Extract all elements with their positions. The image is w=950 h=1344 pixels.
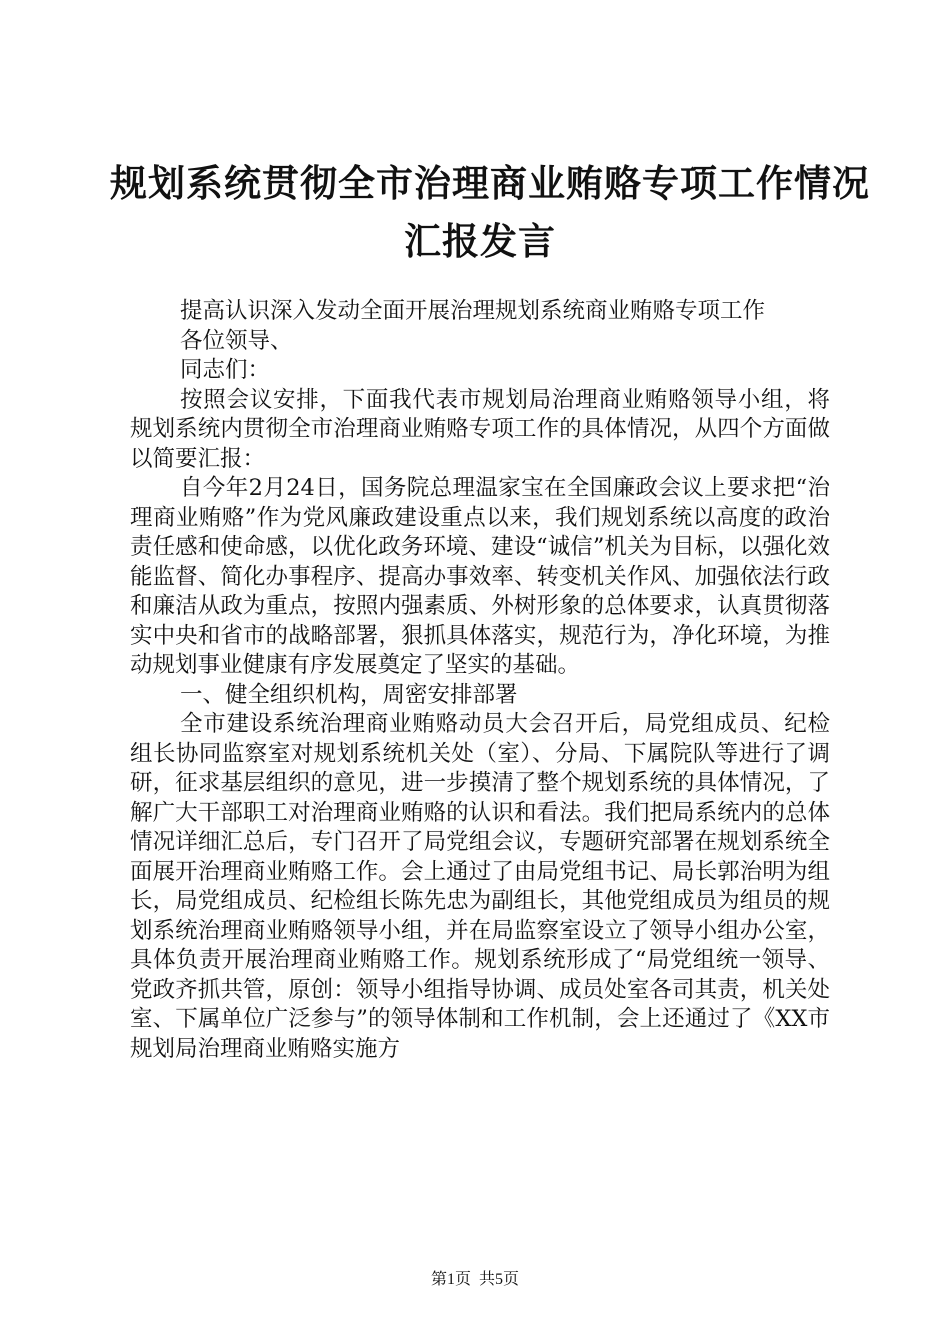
section-1-paragraph: 全市建设系统治理商业贿赂动员大会召开后，局党组成员、纪检组长协同监察室对规划系统机关处（室）、分局、下属院队等进行了调研，征求基层组织的意见，进一步摸清了整个规划系统的具体情况，了解广大干部职工对治理商业贿赂的认识和看法。我们把局系统内的总体情况详细汇总后，专门召开了局党组会议，专题研究部署在规划系统全面展开治理商业贿赂工作。会上通过了由局党组书记、局长郭治明为组长，局党组成员、纪检组长陈先忠为副组长，其他党组成员为组员的规划系统治理商业贿赂领导小组，并在局监察室设立了领导小组办公室，具体负责开展治理商业贿赂工作。规划系统形成了“局党组统一领导、党政齐抓共管，原创：领导小组指导协调、成员处室各司其责，机关处室、下属单位广泛参与”的领导体制和工作机制，会上还通过了《XX市规划局治理商业贿赂实施方	[130, 711, 830, 1062]
document-title-line-2: 汇报发言	[404, 220, 556, 263]
page-total: 共5页	[479, 1271, 520, 1288]
page-footer	[0, 1270, 950, 1290]
salutation-leaders: 各位领导、	[180, 327, 293, 354]
page-number: 第1页	[430, 1271, 471, 1288]
intro-paragraph: 按照会议安排，下面我代表市规划局治理商业贿赂领导小组，将规划系统内贯彻全市治理商业贿赂专项工作的具体情况，从四个方面做以简要汇报：	[130, 386, 830, 472]
subtitle-paragraph: 提高认识深入发动全面开展治理规划系统商业贿赂专项工作	[180, 298, 766, 324]
salutation-comrades: 同志们：	[180, 357, 271, 383]
section-heading-1: 一、健全组织机构，周密安排部署	[180, 681, 518, 708]
background-paragraph: 自今年2月24日，国务院总理温家宝在全国廉政会议上要求把“治理商业贿赂”作为党风廉政建设重点以来，我们规划系统以高度的政治责任感和使命感，以优化政务环境、建设“诚信”机关为目标，以强化效能监督、简化办事程序、提高办事效率、转变机关作风、加强依法行政和廉洁从政为重点，按照内强素质、外树形象的总体要求，认真贯彻落实中央和省市的战略部署，狠抓具体落实，规范行为，净化环境，为推动规划事业健康有序发展奠定了坚实的基础。	[130, 475, 830, 678]
document-body	[130, 297, 830, 1064]
document-title-line-1: 规划系统贯彻全市治理商业贿赂专项工作情况	[110, 162, 870, 205]
